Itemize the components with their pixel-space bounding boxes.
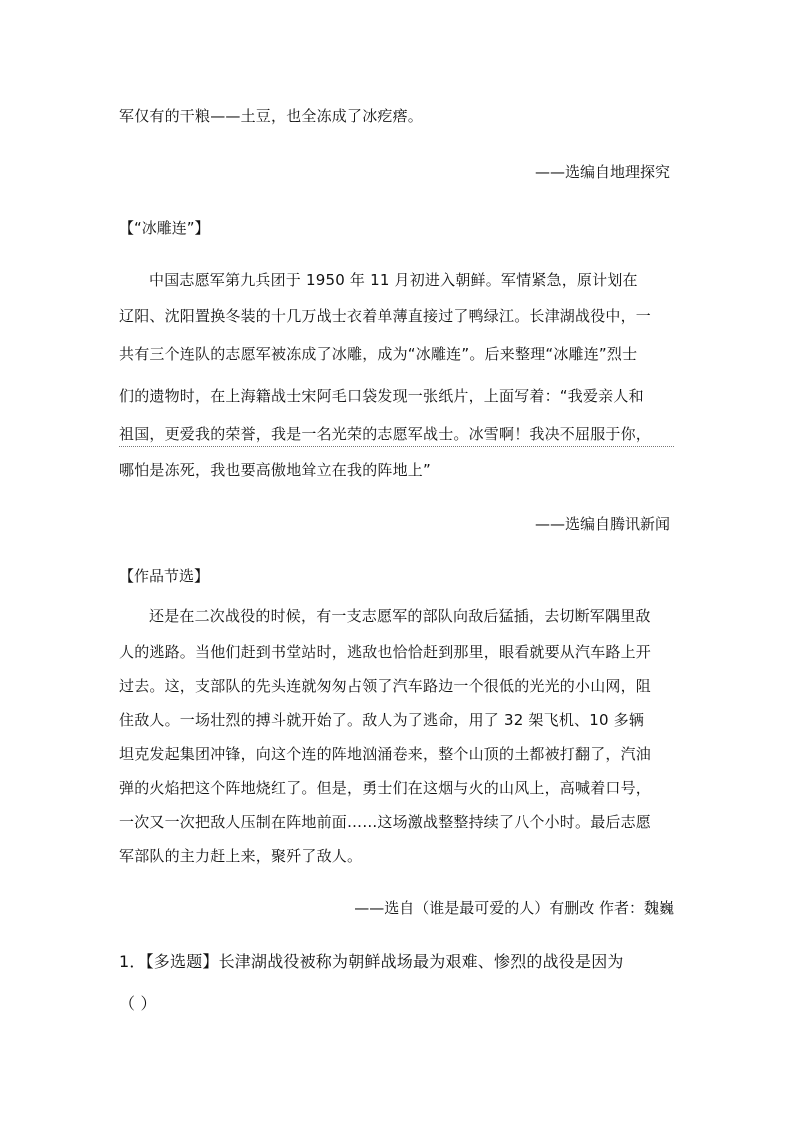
paragraph-line: 弹的火焰把这个阵地烧红了。但是，勇士们在这烟与火的山风上，高喊着口号， [119,779,652,797]
source-credit: ——选编自腾讯新闻 [534,515,670,533]
source-credit: ——选自（谁是最可爱的人）有删改 作者：魏巍 [354,899,674,917]
paragraph-line: 过去。这，支部队的先头连就匆匆占领了汽车路边一个很低的光光的小山网，阻 [119,677,652,695]
paragraph-line: 军部队的主力赶上来，聚歼了敌人。 [119,847,363,865]
source-credit: ——选编自地理探究 [534,163,670,181]
paragraph-line: 人的逃路。当他们赶到书堂站时，逃敌也恰恰赶到那里，眼看就要从汽车路上开 [119,643,652,661]
question-text: 【多选题】长津湖战役被称为朝鲜战场最为艰难、惨烈的战役是因为 [145,952,624,971]
text-line: 军仅有的干粮——土豆，也全冻成了冰疙瘩。 [119,107,424,125]
highlighted-line: 祖国，更爱我的荣誉，我是一名光荣的志愿军战士。冰雪啊！我决不屈服于你， [119,424,674,447]
paragraph-line: 们的遗物时，在上海籍战士宋阿毛口袋发现一张纸片，上面写着：“我爱亲人和 [119,387,644,405]
paragraph-line: 坦克发起集团冲锋，向这个连的阵地汹涌卷来，整个山顶的土都被打翻了，汽油 [119,745,652,763]
section-title: 【作品节选】 [119,567,210,585]
answer-blank[interactable]: （ ） [119,994,157,1013]
question [119,952,624,972]
question-number: 1． [119,952,146,971]
paragraph-line: 住敌人。一场壮烈的搏斗就开始了。敌人为了逃命，用了 32 架飞机、10 多辆 [119,711,645,729]
paragraph-line: 还是在二次战役的时候，有一支志愿军的部队向敌后猛插，去切断军隅里敌 [149,607,651,625]
paragraph-line: 中国志愿军第九兵团于 1950 年 11 月初进入朝鲜。军情紧急，原计划在 [149,271,638,289]
paragraph-line: 辽阳、沈阳置换冬装的十几万战士衣着单薄直接过了鸭绿江。长津湖战役中，一 [119,307,652,325]
section-title: 【“冰雕连”】 [119,219,210,237]
paragraph-line: 哪怕是冻死，我也要高傲地耸立在我的阵地上” [119,461,431,479]
paragraph-line: 共有三个连队的志愿军被冻成了冰雕，成为“冰雕连”。后来整理“冰雕连”烈士 [119,345,638,363]
paragraph-line: 一次又一次把敌人压制在阵地前面……这场激战整整持续了八个小时。最后志愿 [119,813,652,831]
